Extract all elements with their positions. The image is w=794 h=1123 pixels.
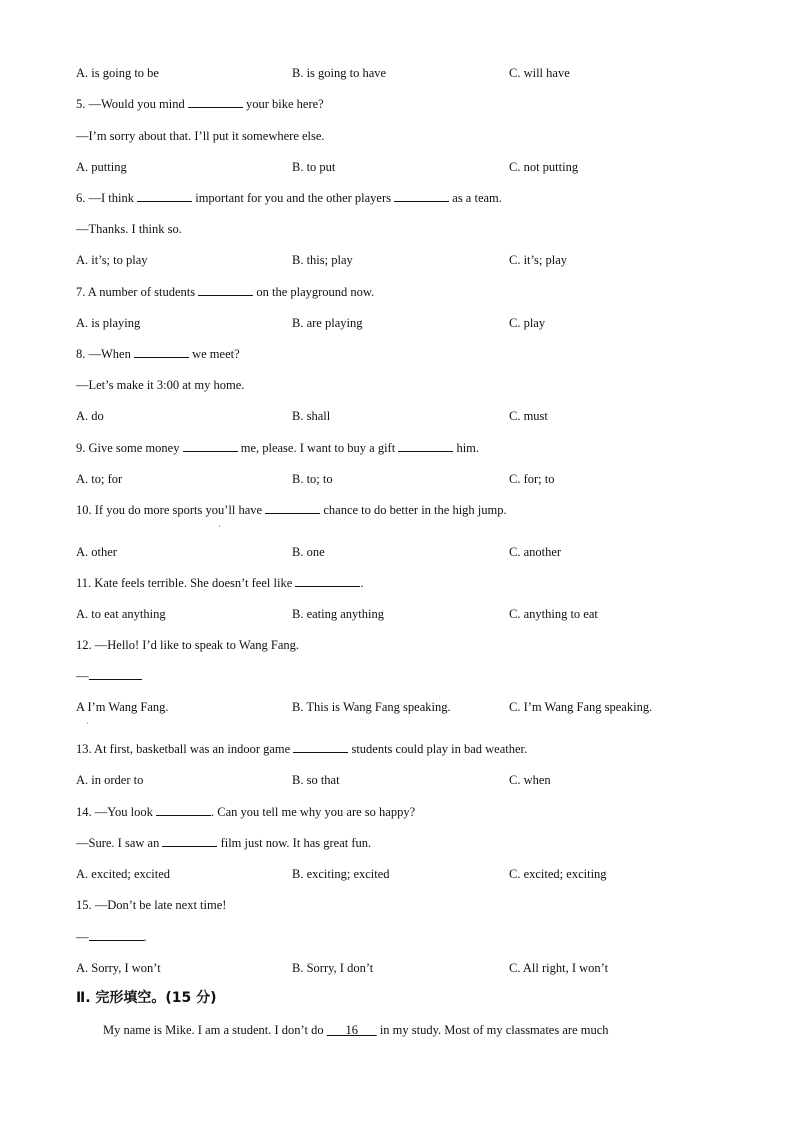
q4-option-a: A. is going to be (76, 66, 159, 80)
q10-option-b: B. one (292, 545, 325, 559)
q13-option-c: C. when (509, 773, 551, 787)
q14-reply: —Sure. I saw an film just now. It has great fun. (76, 836, 372, 850)
q11-option-b: B. eating anything (292, 607, 384, 621)
q14-stem: 14. —You look . Can you tell me why you are so happy? (76, 805, 416, 819)
section-heading: Ⅱ. 完形填空。(15 分) (76, 990, 217, 1006)
q8-option-c: C. must (509, 409, 548, 423)
q15-stem: 15. —Don’t be late next time! (76, 898, 227, 912)
q7-option-a: A. is playing (76, 316, 141, 330)
q14-option-c: C. excited; exciting (509, 867, 607, 881)
q6-reply: —Thanks. I think so. (76, 222, 182, 236)
q5-option-a: A. putting (76, 160, 127, 174)
q9-option-a: A. to; for (76, 472, 123, 486)
q14-option-a: A. excited; excited (76, 867, 171, 881)
q5-option-c: C. not putting (509, 160, 579, 174)
q15-reply: — . (76, 930, 147, 944)
cloze-paragraph: My name is Mike. I am a student. I don’t do 16 in my study. Most of my classmates are much (103, 1023, 609, 1037)
answer-blank (398, 440, 453, 452)
answer-blank (394, 190, 449, 202)
q6-option-c: C. it’s; play (509, 253, 567, 267)
q11-stem: 11. Kate feels terrible. She doesn’t feel like . (76, 576, 364, 590)
q5-stem: 5. —Would you mind your bike here? (76, 97, 324, 111)
q13-option-a: A. in order to (76, 773, 144, 787)
stray-comma-mark: ˌ (218, 517, 221, 527)
q12-reply: — (76, 668, 142, 684)
answer-blank (188, 96, 243, 108)
q6-stem: 6. —I think important for you and the other players as a team. (76, 191, 502, 205)
q9-stem: 9. Give some money me, please. I want to buy a gift him. (76, 441, 480, 455)
answer-blank (156, 804, 211, 816)
q5-reply: —I’m sorry about that. I’ll put it somewhere else. (76, 129, 325, 143)
answer-blank (137, 190, 192, 202)
q7-option-c: C. play (509, 316, 546, 330)
q7-stem: 7. A number of students on the playground now. (76, 285, 375, 299)
q13-stem: 13. At first, basketball was an indoor game students could play in bad weather. (76, 742, 528, 756)
q11-option-c: C. anything to eat (509, 607, 598, 621)
q9-option-b: B. to; to (292, 472, 333, 486)
q8-stem: 8. —When we meet? (76, 347, 240, 361)
q6-option-b: B. this; play (292, 253, 353, 267)
q15-option-a: A. Sorry, I won’t (76, 961, 161, 975)
q10-stem: 10. If you do more sports you’ll have chance to do better in the high jump. (76, 503, 507, 517)
answer-blank (293, 741, 348, 753)
q5-option-b: B. to put (292, 160, 336, 174)
answer-blank (89, 929, 144, 941)
q14-option-b: B. exciting; excited (292, 867, 390, 881)
q12-option-c: C. I’m Wang Fang speaking. (509, 700, 653, 714)
q12-option-b: B. This is Wang Fang speaking. (292, 700, 451, 714)
q15-option-b: B. Sorry, I don’t (292, 961, 374, 975)
q15-option-c: C. All right, I won’t (509, 961, 609, 975)
answer-blank (89, 668, 142, 680)
answer-blank (134, 346, 189, 358)
q6-option-a: A. it’s; to play (76, 253, 148, 267)
q9-option-c: C. for; to (509, 472, 555, 486)
q8-option-b: B. shall (292, 409, 331, 423)
answer-blank (295, 575, 360, 587)
answer-blank (265, 502, 320, 514)
q12-option-a: A I’m Wang Fang. (76, 700, 169, 714)
answer-blank (183, 440, 238, 452)
q10-option-a: A. other (76, 545, 117, 559)
cloze-blank-16: 16 (345, 1023, 358, 1037)
answer-blank (162, 835, 217, 847)
stray-dot-mark: ˌ (86, 714, 89, 724)
q11-option-a: A. to eat anything (76, 607, 166, 621)
q7-option-b: B. are playing (292, 316, 363, 330)
q8-reply: —Let’s make it 3:00 at my home. (76, 378, 245, 392)
q13-option-b: B. so that (292, 773, 340, 787)
answer-blank (198, 284, 253, 296)
q8-option-a: A. do (76, 409, 104, 423)
q10-option-c: C. another (509, 545, 562, 559)
q12-stem: 12. —Hello! I’d like to speak to Wang Fang. (76, 638, 300, 652)
q4-option-c: C. will have (509, 66, 570, 80)
q4-option-b: B. is going to have (292, 66, 387, 80)
